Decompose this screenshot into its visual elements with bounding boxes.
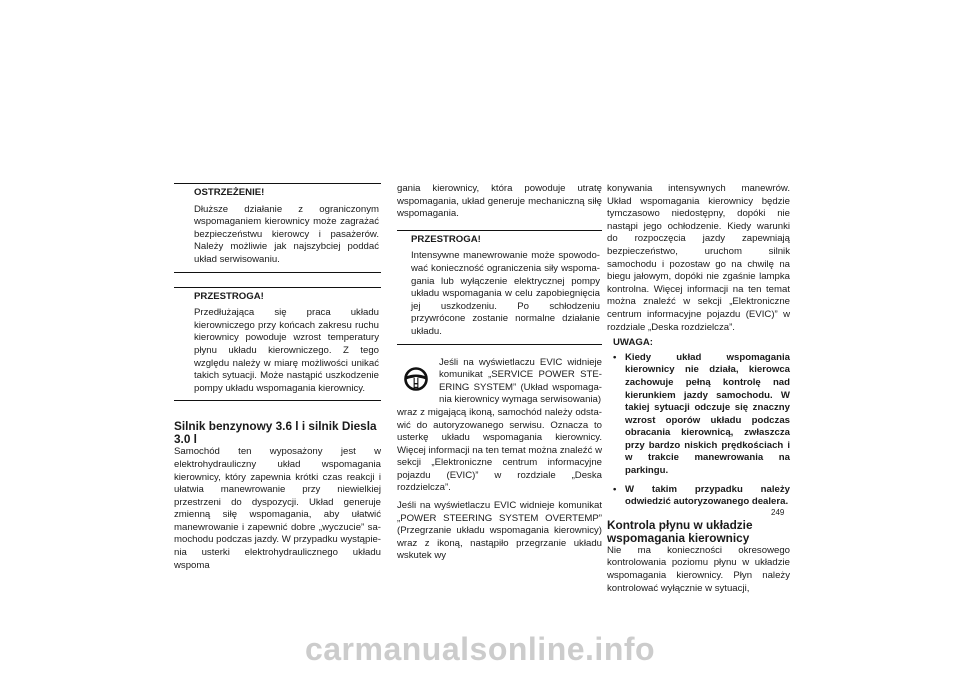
warning-text: Dłuższe działanie z ograniczonym wspomaganiem kierownicy może zagrażać bezpieczeństwu kierowcy i pasażerów. Należy możliwie jak najszybciej poddać układ serwisowaniu. bbox=[194, 203, 379, 265]
note-title: UWAGA: bbox=[613, 337, 653, 349]
caution-box bbox=[174, 287, 381, 402]
body-paragraph: Jeśli na wyświetlaczu EVIC widnieje komunikat „POWER STEERING SYSTEM OVERTEMP” (Przegrzanie układu wspomagania kierownicy) wraz z ikoną, nastąpiło przegrzanie układu wskutek wy bbox=[397, 500, 602, 562]
column-middle bbox=[397, 183, 602, 563]
evic-message-text: Jeśli na wyświetlaczu EVIC widnieje komunikat „SERVICE POWER STEERING SYSTEM” (Układ wspomagania kierownicy wymaga serwisowania) bbox=[439, 356, 602, 406]
list-item: • W takim przypadku należy odwiedzić autoryzowanego dealera. bbox=[607, 484, 790, 509]
watermark: carmanualsonline.info bbox=[304, 631, 656, 667]
column-right bbox=[607, 183, 790, 595]
body-paragraph-continued: gania kierownicy, która powoduje utratę wspomagania, układ generuje mechaniczną siłę wspomagania. bbox=[397, 183, 602, 220]
note-list bbox=[607, 352, 790, 509]
caution-title: PRZESTROGA! bbox=[194, 290, 264, 302]
caution-text: Intensywne manewrowanie może spowodować konieczność ograniczenia siły wspomagania lub wyłączenie elektrycznej pompy układu wspomagania w celu zapobiegnięcia jej uszkodzeniu. Po schłodzeniu przywrócone zostanie normalne działanie układu. bbox=[411, 250, 600, 337]
warning-title: OSTRZEŻENIE! bbox=[194, 187, 265, 198]
body-paragraph-continued: konywania intensywnych manewrów. Układ wspomagania kierownicy będzie tymczasowo niedostępny, dopóki nie nastąpi jego ochłodzenie. Kiedy warunki do rozpoczęcia jazdy zapewniają bezpieczeństwo, uruchom silnik samochodu i pozostaw go na chwilę na biegu jałowym, dopóki nie zgaśnie lampka kontrolna. Więcej informacji na ten temat można znaleźć w sekcji „Elektroniczne centrum informacyjne pojazdu (EVIC)” w rozdziale „Deska rozdzielcza”. bbox=[607, 183, 790, 333]
caution-text: Przedłużająca się praca układu kierowniczego przy końcach zakresu ruchu kierownicy powoduje wzrost temperatury płynu układu kierowniczego. Z tego względu należy w miarę możliwości unikać takich sytuacji. Może nastąpić uszkodzenie pompy układu wspomagania kierownicy. bbox=[194, 307, 379, 394]
steering-wheel-warning-icon bbox=[402, 367, 430, 391]
evic-message-block bbox=[397, 357, 602, 407]
body-paragraph: Samochód ten wyposażony jest w elektrohydrauliczny układ wspomagania kierownicy, który zapewnia krótki czas reakcji i ułatwia manewrowanie przy niewielkiej przestrzeni do dyspozycji. Układ generuje zmienną siłę wspomagania, aby ułatwić manewrowanie i zapewnić dobre „wyczucie” samochodu podczas jazdy. W przypadku wystąpienia usterki elektrohydraulicznego układu wspoma bbox=[174, 446, 381, 571]
section-heading-fluid: Kontrola płynu w układzie wspomagania kierownicy bbox=[607, 517, 753, 545]
page-number: 249 bbox=[771, 508, 785, 517]
list-item: • Kiedy układ wspomagania kierownicy nie działa, kierowca zachowuje pełną kontrolę nad kierunkiem jazdy samochodu. W takiej sytuacji odczuje się znaczny wzrost oporów układu podczas obracania kierownicą, zwłaszcza przy bardzo niskich prędkościach i w trakcie manewrowania na parkingu. bbox=[607, 352, 790, 478]
warning-box bbox=[174, 183, 381, 273]
section-heading-engine: Silnik benzynowy 3.6 l i silnik Diesla 3.0 l bbox=[174, 419, 377, 447]
column-left bbox=[174, 183, 381, 572]
body-paragraph: wraz z migającą ikoną, samochód należy odstawić do autoryzowanego serwisu. Oznacza to usterkę układu wspomagania kierownicy. Więcej informacji na ten temat można znaleźć w sekcji „Elektroniczne centrum informacyjne pojazdu (EVIC)” w rozdziale „Deska rozdzielcza”. bbox=[397, 406, 602, 494]
caution-title: PRZESTROGA! bbox=[411, 233, 481, 245]
body-paragraph: Nie ma konieczności okresowego kontrolowania poziomu płynu w układzie wspomagania kierownicy. Płyn należy kontrolować wyłącznie w sytuacji, bbox=[607, 544, 790, 594]
caution-box bbox=[397, 230, 602, 345]
